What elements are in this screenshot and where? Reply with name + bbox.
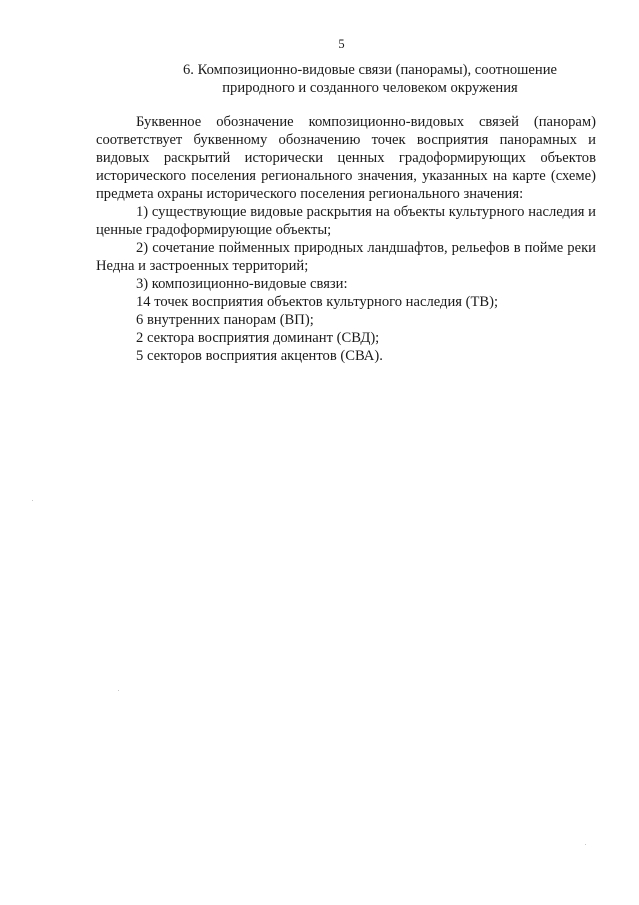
sub-item: 5 секторов восприятия акцентов (СВА).	[136, 348, 383, 364]
section-title	[150, 61, 590, 97]
sub-item: 2 сектора восприятия доминант (СВД);	[136, 330, 380, 346]
scan-speck	[118, 690, 119, 691]
intro-paragraph: Буквенное обозначение композиционно-видовых связей (панорам) соответствует буквенному обозначению точек восприятия панорамных и видовых раскрытий исторически ценных градоформирующих объектов исторического поселения регионального значения, указанных на карте (схеме) предмета охраны исторического поселения регионального значения:	[96, 114, 596, 202]
section-title-line-2: природного и созданного человеком окружения	[222, 80, 518, 96]
list-item-3: 3) композиционно-видовые связи:	[136, 276, 348, 292]
scan-speck	[585, 844, 586, 845]
scan-speck	[32, 500, 33, 501]
sub-item: 6 внутренних панорам (ВП);	[136, 312, 314, 328]
page-number: 5	[338, 37, 345, 51]
sub-item: 14 точек восприятия объектов культурного наследия (ТВ);	[136, 294, 499, 310]
body-text	[96, 113, 596, 365]
list-item-2: 2) сочетание пойменных природных ландшафтов, рельефов в пойме реки Недна и застроенных территорий;	[96, 240, 596, 274]
list-item-1: 1) существующие видовые раскрытия на объекты культурного наследия и ценные градоформирующие объекты;	[96, 204, 596, 238]
section-title-line-1: 6. Композиционно-видовые связи (панорамы), соотношение	[183, 62, 557, 78]
